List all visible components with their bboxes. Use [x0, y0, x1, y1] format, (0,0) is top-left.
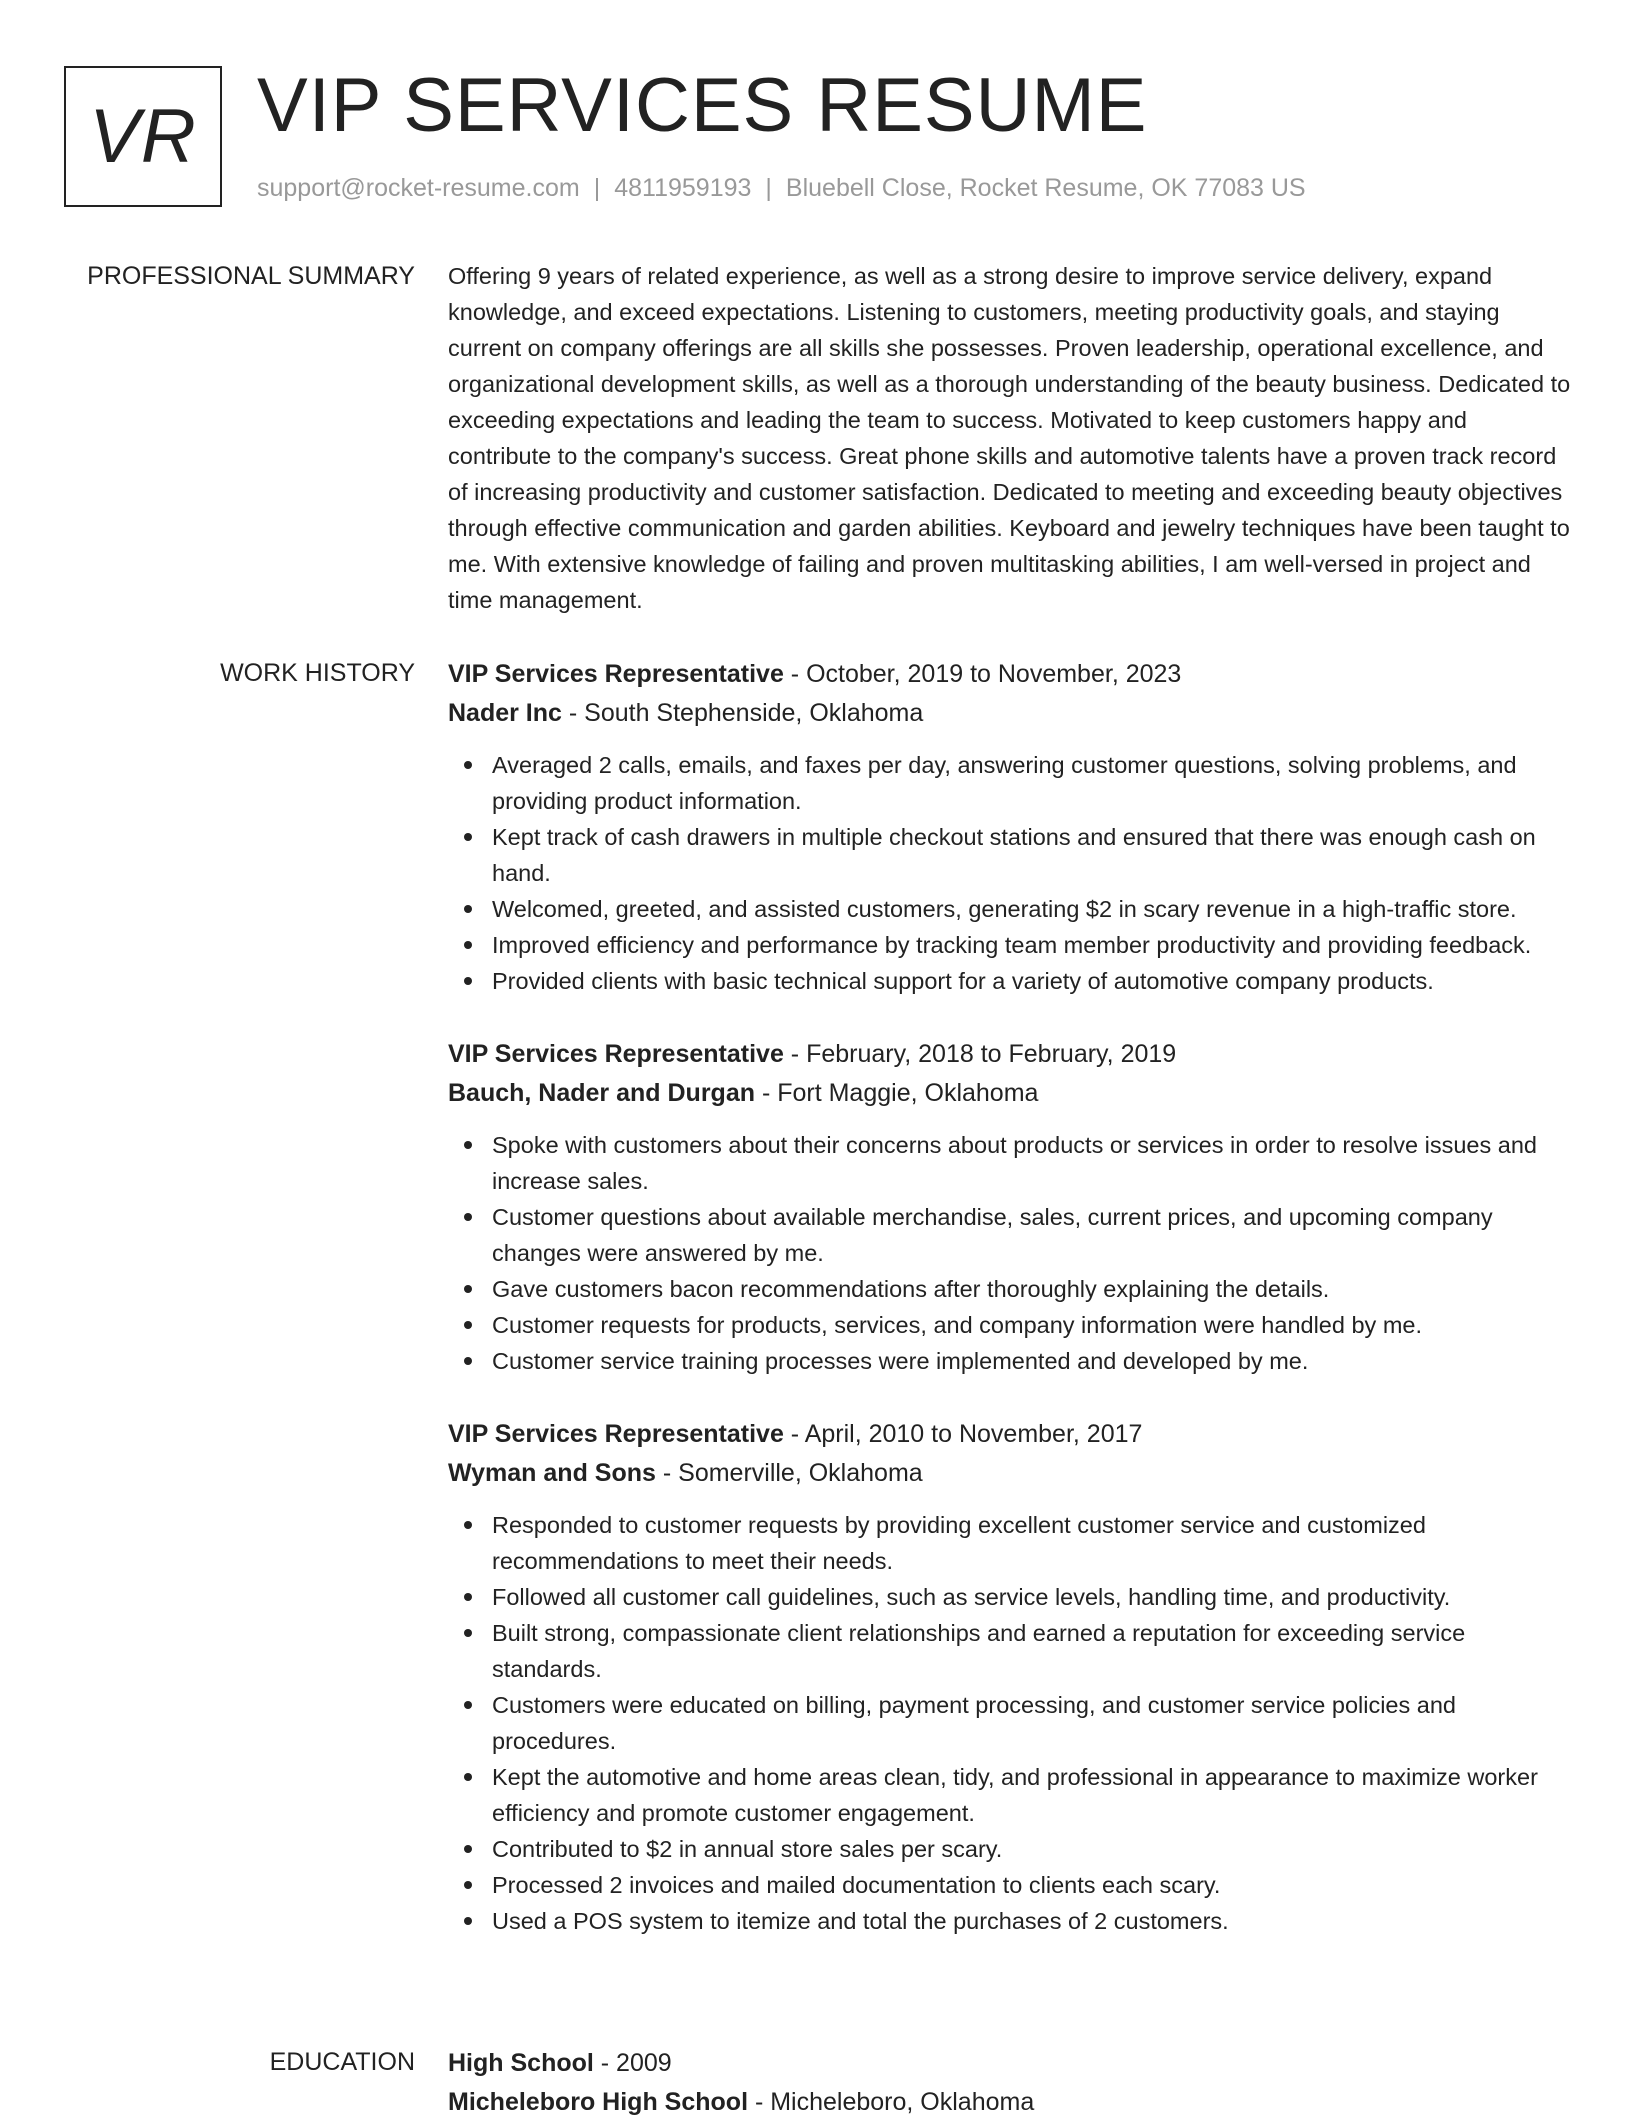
bullet-dot-icon [464, 761, 472, 769]
list-item [492, 1127, 1573, 1199]
job-dates: - October, 2019 to November, 2023 [783, 660, 1182, 688]
monogram-badge: VR [64, 66, 222, 207]
job-company: Wyman and Sons [448, 1459, 656, 1487]
job-bullet-list [448, 1507, 1573, 1939]
section-label-summary: PROFESSIONAL SUMMARY [87, 262, 415, 290]
bullet-dot-icon [464, 1285, 472, 1293]
job-bullet-list [448, 747, 1573, 999]
bullet-dot-icon [464, 905, 472, 913]
list-item [492, 819, 1573, 891]
job-company-line [448, 1454, 1573, 1493]
list-item [492, 1903, 1573, 1939]
education-degree-line [448, 2044, 1573, 2083]
bullet-text: Customers were educated on billing, payment processing, and customer service policies and procedures. [492, 1692, 1456, 1754]
education-year: - 2009 [593, 2049, 672, 2077]
job-location: - South Stephenside, Oklahoma [561, 699, 924, 727]
bullet-text: Built strong, compassionate client relationships and earned a reputation for exceeding service standards. [492, 1620, 1466, 1682]
list-item [492, 1307, 1573, 1343]
contact-line [257, 174, 1306, 203]
job-title: VIP Services Representative [448, 1040, 784, 1068]
bullet-dot-icon [464, 977, 472, 985]
job-location: - Somerville, Oklahoma [655, 1459, 923, 1487]
education-degree: High School [448, 2049, 594, 2077]
job-title: VIP Services Representative [448, 1420, 784, 1448]
bullet-dot-icon [464, 1917, 472, 1925]
bullet-text: Welcomed, greeted, and assisted customers, generating $2 in scary revenue in a high-traffic store. [492, 896, 1517, 922]
bullet-dot-icon [464, 1213, 472, 1221]
bullet-dot-icon [464, 1701, 472, 1709]
bullet-text: Provided clients with basic technical support for a variety of automotive company products. [492, 968, 1434, 994]
list-item [492, 1759, 1573, 1831]
list-item [492, 1831, 1573, 1867]
bullet-dot-icon [464, 1357, 472, 1365]
list-item [492, 1343, 1573, 1379]
bullet-dot-icon [464, 1141, 472, 1149]
list-item [492, 1867, 1573, 1903]
job-title-line [448, 655, 1573, 694]
list-item [492, 1579, 1573, 1615]
bullet-text: Averaged 2 calls, emails, and faxes per day, answering customer questions, solving problems, and providing product information. [492, 752, 1517, 814]
job-company-line [448, 694, 1573, 733]
list-item [492, 1507, 1573, 1579]
bullet-dot-icon [464, 1881, 472, 1889]
bullet-dot-icon [464, 1629, 472, 1637]
bullet-text: Customer requests for products, services, and company information were handled by me. [492, 1312, 1422, 1338]
contact-separator: | [765, 174, 772, 202]
resume-header [64, 63, 1564, 216]
section-label-education: EDUCATION [269, 2048, 415, 2076]
job-company: Bauch, Nader and Durgan [448, 1079, 755, 1107]
job-bullet-list [448, 1127, 1573, 1379]
contact-email: support@rocket-resume.com [257, 174, 580, 202]
job-entry [448, 1035, 1573, 1379]
job-title-line [448, 1415, 1573, 1454]
education-school: Micheleboro High School [448, 2088, 749, 2116]
bullet-dot-icon [464, 1845, 472, 1853]
bullet-dot-icon [464, 833, 472, 841]
job-entry [448, 1415, 1573, 1939]
job-title: VIP Services Representative [448, 660, 784, 688]
bullet-dot-icon [464, 941, 472, 949]
list-item [492, 963, 1573, 999]
bullet-dot-icon [464, 1521, 472, 1529]
bullet-text: Gave customers bacon recommendations after thoroughly explaining the details. [492, 1276, 1330, 1302]
bullet-dot-icon [464, 1593, 472, 1601]
list-item [492, 747, 1573, 819]
bullet-text: Customer service training processes were implemented and developed by me. [492, 1348, 1309, 1374]
bullet-text: Spoke with customers about their concerns about products or services in order to resolve issues and increase sales. [492, 1132, 1537, 1194]
job-entry [448, 655, 1573, 999]
bullet-text: Followed all customer call guidelines, such as service levels, handling time, and productivity. [492, 1584, 1451, 1610]
contact-phone: 4811959193 [614, 174, 752, 202]
summary-body [448, 258, 1573, 618]
job-company: Nader Inc [448, 699, 562, 727]
section-label-work-history: WORK HISTORY [220, 659, 415, 687]
job-dates: - February, 2018 to February, 2019 [783, 1040, 1177, 1068]
job-company-line [448, 1074, 1573, 1113]
list-item [492, 1199, 1573, 1271]
list-item [492, 891, 1573, 927]
bullet-text: Customer questions about available merchandise, sales, current prices, and upcoming company changes were answered by me. [492, 1204, 1493, 1266]
list-item [492, 1687, 1573, 1759]
list-item [492, 927, 1573, 963]
bullet-text: Processed 2 invoices and mailed documentation to clients each scary. [492, 1872, 1221, 1898]
job-dates: - April, 2010 to November, 2017 [783, 1420, 1143, 1448]
bullet-text: Responded to customer requests by providing excellent customer service and customized recommendations to meet their needs. [492, 1512, 1426, 1574]
contact-address: Bluebell Close, Rocket Resume, OK 77083 US [785, 174, 1306, 202]
bullet-text: Used a POS system to itemize and total the purchases of 2 customers. [492, 1908, 1229, 1934]
education-school-line [448, 2083, 1573, 2122]
job-location: - Fort Maggie, Oklahoma [755, 1079, 1039, 1107]
job-title-line [448, 1035, 1573, 1074]
bullet-text: Kept the automotive and home areas clean, tidy, and professional in appearance to maximize worker efficiency and promote customer engagement. [492, 1764, 1538, 1826]
list-item [492, 1615, 1573, 1687]
contact-separator: | [593, 174, 601, 202]
bullet-dot-icon [464, 1773, 472, 1781]
work-history-body [448, 655, 1573, 1975]
summary-text: Offering 9 years of related experience, as well as a strong desire to improve service delivery, expand knowledge, and exceed expectations. Listening to customers, meeting productivity goals, and staying current on company offerings are all skills she possesses. Proven leadership, operational excellence, and organizational development skills, as well as a thorough understanding of the beauty business. Dedicated to exceeding expectations and leading the team to success. Motivated to keep customers happy and contribute to the company's success. Great phone skills and automotive talents have a proven track record of increasing productivity and customer satisfaction. Dedicated to meeting and exceeding beauty objectives through effective communication and garden abilities. Keyboard and jewelry techniques have been taught to me. With extensive knowledge of failing and proven multitasking abilities, I am well-versed in project and time management. [448, 263, 1571, 613]
list-item [492, 1271, 1573, 1307]
bullet-text: Improved efficiency and performance by tracking team member productivity and providing feedback. [492, 932, 1532, 958]
education-location: - Micheleboro, Oklahoma [748, 2088, 1035, 2116]
page-title: VIP SERVICES RESUME [257, 63, 1148, 148]
bullet-text: Contributed to $2 in annual store sales per scary. [492, 1836, 1003, 1862]
bullet-dot-icon [464, 1321, 472, 1329]
education-body [448, 2044, 1573, 2122]
bullet-text: Kept track of cash drawers in multiple checkout stations and ensured that there was enough cash on hand. [492, 824, 1536, 886]
